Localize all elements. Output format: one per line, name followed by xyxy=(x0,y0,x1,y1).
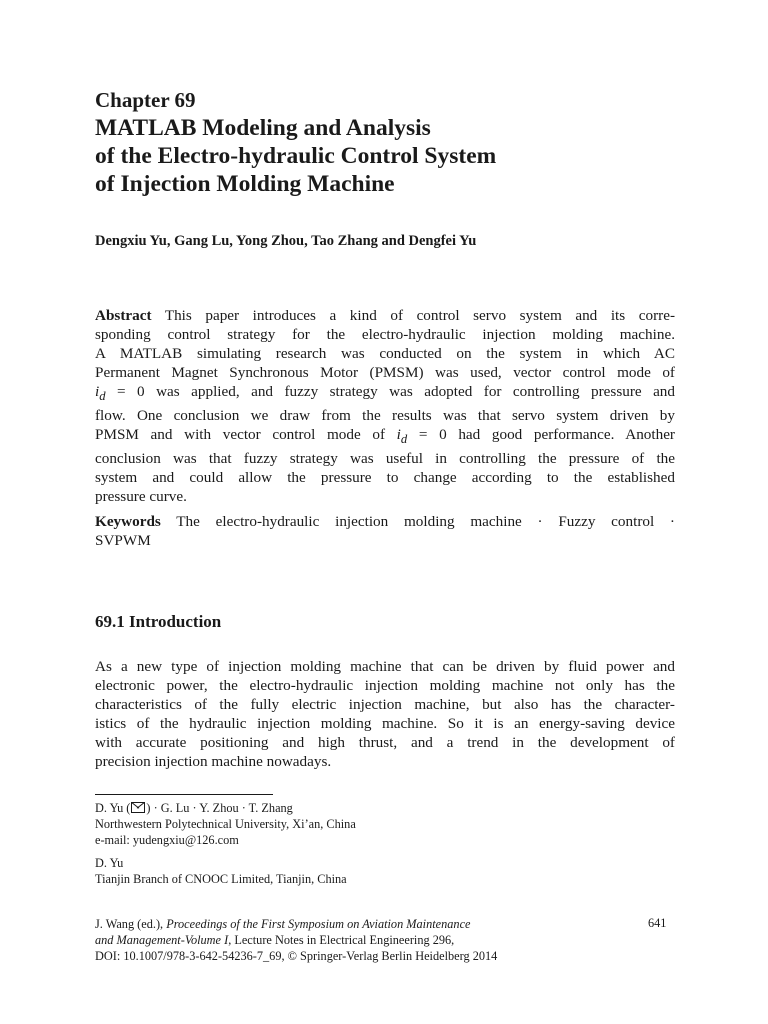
abstract-line: sponding control strategy for the electro-hydraulic injection molding machine. xyxy=(95,326,675,343)
keywords-heading: Keywords xyxy=(95,513,161,530)
abstract-line xyxy=(95,425,675,449)
abstract-line: conclusion was that fuzzy strategy was useful in controlling the pressure of the xyxy=(95,450,675,468)
paragraph-line: characteristics of the fully electric injection machine, but also has the character- xyxy=(95,696,675,713)
abstract-text: was applied, and fuzzy strategy was adopted for controlling pressure and xyxy=(156,383,675,400)
footer-line: DOI: 10.1007/978-3-642-54236-7_69, © Springer-Verlag Berlin Heidelberg 2014 xyxy=(95,949,498,963)
citation-footer xyxy=(95,916,675,964)
introduction-paragraph xyxy=(95,657,675,771)
affiliation-block xyxy=(95,800,356,848)
affiliation-authors: D. Yu xyxy=(95,856,124,870)
paragraph-line: As a new type of injection molding machine that can be driven by fluid power and xyxy=(95,658,675,675)
abstract-line: A MATLAB simulating research was conducted on the system in which AC xyxy=(95,345,675,362)
keywords-line xyxy=(95,512,675,531)
math-expression: $i_d = 0$ xyxy=(396,426,447,447)
title-line: MATLAB Modeling and Analysis xyxy=(95,115,431,141)
affiliation-authors: D. Yu ( ) · G. Lu · Y. Zhou · T. Zhang xyxy=(95,801,293,815)
affiliation-email: e-mail: yudengxiu@126.com xyxy=(95,833,239,847)
footnote-rule xyxy=(95,794,273,795)
abstract-line: pressure curve. xyxy=(95,488,187,506)
abstract-text: had good performance. Another xyxy=(458,426,675,444)
abstract xyxy=(95,306,675,506)
envelope-icon xyxy=(131,802,145,813)
paragraph-line: istics of the hydraulic injection molding machine. So it is an energy-saving device xyxy=(95,715,675,732)
math-expression: $i_d = 0$ xyxy=(95,383,145,404)
affiliation-institution: Northwestern Polytechnical University, Xi’an, China xyxy=(95,817,356,831)
author-list: Dengxiu Yu, Gang Lu, Yong Zhou, Tao Zhang and Dengfei Yu xyxy=(95,233,477,249)
abstract-line: Permanent Magnet Synchronous Motor (PMSM) was used, vector control mode of xyxy=(95,364,675,381)
keywords xyxy=(95,512,675,550)
footer-line: J. Wang (ed.), Proceedings of the First Symposium on Aviation Maintenance xyxy=(95,917,471,931)
paragraph-line: electronic power, the electro-hydraulic injection molding machine not only has the xyxy=(95,677,675,694)
page-number: 641 xyxy=(648,916,667,930)
abstract-line: flow. One conclusion we draw from the results was that servo system driven by xyxy=(95,407,675,425)
abstract-line xyxy=(95,382,675,406)
keywords-text: The electro-hydraulic injection molding machine · Fuzzy control · xyxy=(176,513,675,530)
abstract-line xyxy=(95,306,675,325)
keywords-line: SVPWM xyxy=(95,532,151,549)
affiliation-institution: Tianjin Branch of CNOOC Limited, Tianjin, China xyxy=(95,872,347,886)
paragraph-line: precision injection machine nowadays. xyxy=(95,753,332,770)
affiliation-block xyxy=(95,855,347,887)
section-heading: 69.1 Introduction xyxy=(95,612,222,631)
chapter-label: Chapter 69 xyxy=(95,88,196,112)
chapter-title xyxy=(95,114,695,198)
abstract-text: PMSM and with vector control mode of xyxy=(95,426,386,444)
abstract-text: This paper introduces a kind of control servo system and its corre- xyxy=(164,307,676,324)
footer-line: and Management-Volume I, Lecture Notes in Electrical Engineering 296, xyxy=(95,933,455,947)
abstract-heading: Abstract xyxy=(95,307,152,324)
paragraph-line: with accurate positioning and high thrust, and a trend in the development of xyxy=(95,734,675,751)
title-line: of the Electro-hydraulic Control System xyxy=(95,143,497,169)
title-line: of Injection Molding Machine xyxy=(95,171,395,197)
abstract-line: system and could allow the pressure to change according to the established xyxy=(95,469,675,487)
